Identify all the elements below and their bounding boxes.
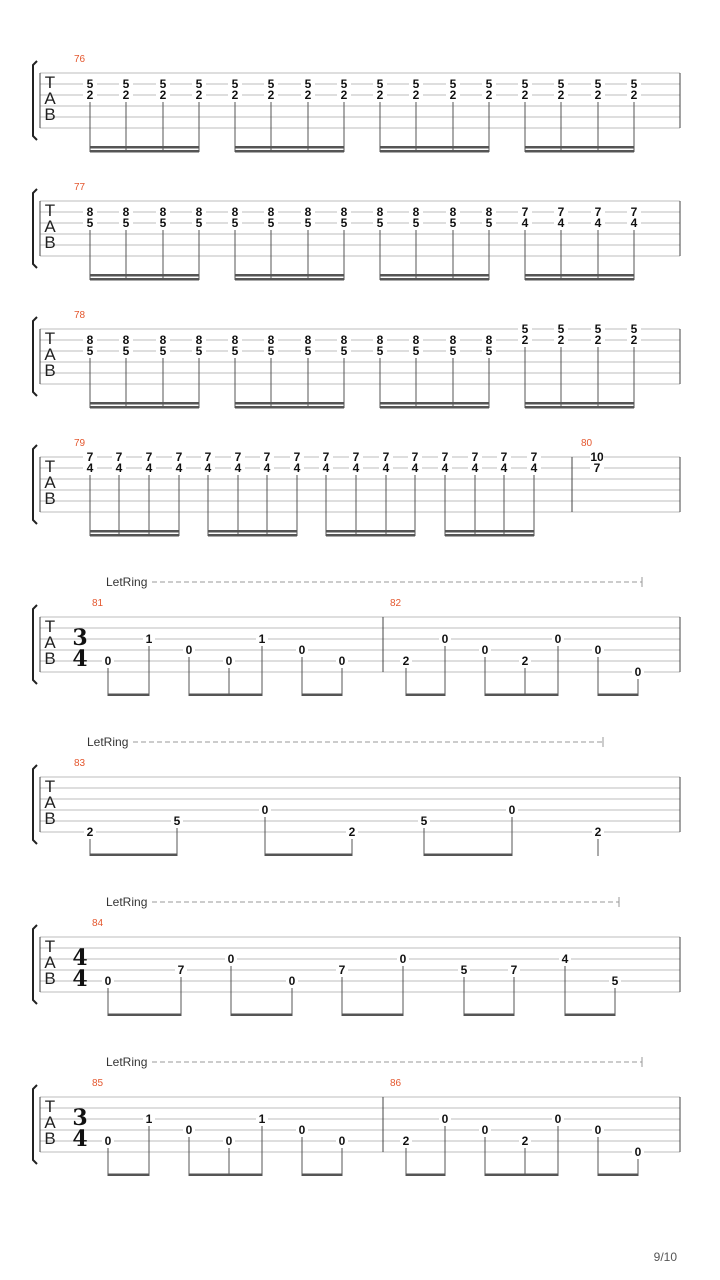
beam — [235, 150, 344, 153]
fret-number: 0 — [594, 643, 602, 657]
beam — [525, 402, 634, 405]
fret-number: 5 — [267, 216, 275, 230]
beam — [380, 402, 489, 405]
beam — [380, 274, 489, 277]
fret-number: 5 — [86, 344, 94, 358]
fret-number: 7 — [500, 450, 508, 464]
fret-number: 8 — [412, 205, 420, 219]
system-bracket — [33, 765, 37, 844]
beam — [326, 530, 415, 533]
fret-number: 8 — [195, 333, 203, 347]
fret-number: 8 — [376, 205, 384, 219]
fret-number: 7 — [530, 450, 538, 464]
tab-clef-letter: B — [44, 233, 56, 252]
fret-number: 8 — [86, 205, 94, 219]
fret-number: 2 — [594, 333, 602, 347]
fret-number: 1 — [145, 1112, 153, 1126]
fret-number: 5 — [304, 216, 312, 230]
fret-number: 0 — [554, 632, 562, 646]
fret-number: 5 — [449, 216, 457, 230]
beam — [342, 1014, 403, 1017]
fret-number: 8 — [449, 205, 457, 219]
fret-number: 7 — [263, 450, 271, 464]
fret-number: 7 — [557, 205, 565, 219]
fret-number: 5 — [304, 344, 312, 358]
fret-number: 2 — [267, 88, 275, 102]
fret-number: 4 — [500, 461, 508, 475]
fret-number: 5 — [195, 344, 203, 358]
beam — [108, 1014, 181, 1017]
tab-clef-letter: B — [44, 1129, 56, 1148]
measure-number: 76 — [74, 54, 86, 65]
tab-clef-letter: T — [44, 937, 56, 956]
fret-number: 7 — [441, 450, 449, 464]
beam — [380, 406, 489, 409]
tab-clef-letter: T — [44, 617, 56, 636]
fret-number: 8 — [449, 333, 457, 347]
beam — [525, 406, 634, 409]
fret-number: 0 — [441, 632, 449, 646]
system-bracket — [33, 317, 37, 396]
beam — [380, 150, 489, 153]
tab-clef-letter: A — [44, 473, 56, 492]
fret-number: 8 — [267, 205, 275, 219]
fret-number: 4 — [521, 216, 529, 230]
fret-number: 2 — [521, 333, 529, 347]
fret-number: 4 — [594, 216, 602, 230]
tab-clef-letter: A — [44, 633, 56, 652]
fret-number: 5 — [231, 344, 239, 358]
fret-number: 5 — [557, 322, 565, 336]
beam — [380, 146, 489, 149]
beam — [485, 694, 558, 697]
beam — [565, 1014, 615, 1017]
fret-number: 4 — [175, 461, 183, 475]
fret-number: 5 — [195, 216, 203, 230]
fret-number: 0 — [338, 654, 346, 668]
fret-number: 7 — [521, 205, 529, 219]
measure-number: 79 — [74, 438, 86, 449]
fret-number: 5 — [460, 963, 468, 977]
system-bracket — [33, 445, 37, 524]
fret-number: 8 — [485, 205, 493, 219]
time-signature-bottom: 4 — [72, 646, 88, 672]
fret-number: 5 — [449, 344, 457, 358]
fret-number: 5 — [86, 216, 94, 230]
fret-number: 2 — [86, 825, 94, 839]
fret-number: 0 — [594, 1123, 602, 1137]
fret-number: 5 — [449, 77, 457, 91]
fret-number: 7 — [338, 963, 346, 977]
fret-number: 0 — [441, 1112, 449, 1126]
beam — [208, 530, 297, 533]
beam — [380, 278, 489, 281]
fret-number: 2 — [412, 88, 420, 102]
fret-number: 5 — [594, 322, 602, 336]
time-signature-top: 3 — [72, 1105, 88, 1131]
fret-number: 10 — [590, 450, 604, 464]
fret-number: 0 — [104, 974, 112, 988]
beam — [598, 1174, 638, 1177]
beam — [265, 854, 352, 857]
fret-number: 5 — [630, 77, 638, 91]
fret-number: 7 — [593, 461, 601, 475]
time-signature-top: 3 — [72, 625, 88, 651]
fret-number: 5 — [557, 77, 565, 91]
fret-number: 2 — [594, 825, 602, 839]
beam — [598, 694, 638, 697]
fret-number: 7 — [630, 205, 638, 219]
beam — [445, 530, 534, 533]
fret-number: 4 — [234, 461, 242, 475]
beam — [406, 694, 445, 697]
staff-system — [33, 61, 680, 153]
letring-label: LetRing — [106, 1055, 148, 1069]
tab-clef-letter: T — [44, 1097, 56, 1116]
fret-number: 7 — [204, 450, 212, 464]
fret-number: 7 — [471, 450, 479, 464]
beam — [108, 1174, 149, 1177]
fret-number: 5 — [340, 216, 348, 230]
beam — [302, 1174, 342, 1177]
beam — [235, 146, 344, 149]
fret-number: 2 — [521, 654, 529, 668]
fret-number: 0 — [481, 1123, 489, 1137]
staff-system — [33, 1057, 680, 1176]
fret-number: 0 — [508, 803, 516, 817]
fret-number: 7 — [293, 450, 301, 464]
fret-number: 7 — [510, 963, 518, 977]
fret-number: 0 — [634, 665, 642, 679]
fret-number: 5 — [122, 344, 130, 358]
fret-number: 8 — [159, 205, 167, 219]
fret-number: 7 — [177, 963, 185, 977]
staff-system — [33, 897, 680, 1016]
system-bracket — [33, 189, 37, 268]
tab-clef-letter: T — [44, 329, 56, 348]
fret-number: 4 — [411, 461, 419, 475]
fret-number: 2 — [449, 88, 457, 102]
fret-number: 7 — [322, 450, 330, 464]
fret-number: 2 — [231, 88, 239, 102]
time-signature-bottom: 4 — [72, 1126, 88, 1152]
fret-number: 2 — [376, 88, 384, 102]
fret-number: 4 — [382, 461, 390, 475]
fret-number: 0 — [185, 1123, 193, 1137]
fret-number: 7 — [411, 450, 419, 464]
fret-number: 4 — [322, 461, 330, 475]
fret-number: 0 — [298, 1123, 306, 1137]
fret-number: 4 — [263, 461, 271, 475]
beam — [90, 146, 199, 149]
system-bracket — [33, 1085, 37, 1164]
fret-number: 2 — [402, 654, 410, 668]
staff-system — [33, 317, 680, 409]
fret-number: 0 — [261, 803, 269, 817]
fret-number: 1 — [258, 1112, 266, 1126]
fret-number: 5 — [267, 344, 275, 358]
fret-number: 5 — [485, 77, 493, 91]
fret-number: 4 — [530, 461, 538, 475]
time-signature-top: 4 — [72, 945, 88, 971]
fret-number: 2 — [348, 825, 356, 839]
fret-number: 8 — [159, 333, 167, 347]
beam — [189, 1174, 262, 1177]
tab-clef-letter: T — [44, 201, 56, 220]
fret-number: 4 — [561, 952, 569, 966]
fret-number: 8 — [340, 205, 348, 219]
fret-number: 0 — [225, 1134, 233, 1148]
beam — [90, 530, 179, 533]
fret-number: 4 — [471, 461, 479, 475]
tab-clef-letter: B — [44, 489, 56, 508]
fret-number: 5 — [412, 77, 420, 91]
fret-number: 5 — [173, 814, 181, 828]
fret-number: 2 — [521, 88, 529, 102]
beam — [90, 406, 199, 409]
beam — [90, 274, 199, 277]
fret-number: 2 — [485, 88, 493, 102]
fret-number: 5 — [159, 216, 167, 230]
fret-number: 2 — [402, 1134, 410, 1148]
beam — [231, 1014, 292, 1017]
beam — [464, 1014, 514, 1017]
measure-number: 85 — [92, 1078, 104, 1089]
beam — [525, 274, 634, 277]
fret-number: 4 — [86, 461, 94, 475]
fret-number: 7 — [115, 450, 123, 464]
fret-number: 0 — [554, 1112, 562, 1126]
beam — [208, 534, 297, 537]
fret-number: 0 — [104, 1134, 112, 1148]
fret-number: 8 — [340, 333, 348, 347]
fret-number: 5 — [195, 77, 203, 91]
fret-number: 7 — [234, 450, 242, 464]
fret-number: 0 — [104, 654, 112, 668]
fret-number: 2 — [557, 333, 565, 347]
tab-clef-letter: B — [44, 969, 56, 988]
measure-number: 77 — [74, 182, 86, 193]
fret-number: 8 — [304, 333, 312, 347]
tab-clef-letter: B — [44, 649, 56, 668]
fret-number: 2 — [594, 88, 602, 102]
beam — [189, 694, 262, 697]
beam — [302, 694, 342, 697]
fret-number: 0 — [634, 1145, 642, 1159]
tab-clef-letter: A — [44, 217, 56, 236]
page-number: 9/10 — [653, 1250, 677, 1264]
system-bracket — [33, 925, 37, 1004]
beam — [406, 1174, 445, 1177]
measure-number: 80 — [581, 438, 593, 449]
tab-clef-letter: T — [44, 73, 56, 92]
fret-number: 8 — [86, 333, 94, 347]
fret-number: 8 — [195, 205, 203, 219]
tab-clef-letter: B — [44, 361, 56, 380]
fret-number: 5 — [159, 344, 167, 358]
fret-number: 4 — [441, 461, 449, 475]
staff-system — [33, 189, 680, 281]
fret-number: 0 — [227, 952, 235, 966]
fret-number: 5 — [485, 216, 493, 230]
fret-number: 5 — [159, 77, 167, 91]
fret-number: 8 — [376, 333, 384, 347]
tab-clef-letter: A — [44, 89, 56, 108]
fret-number: 0 — [225, 654, 233, 668]
fret-number: 5 — [267, 77, 275, 91]
fret-number: 5 — [412, 344, 420, 358]
beam — [235, 274, 344, 277]
time-signature-bottom: 4 — [72, 966, 88, 992]
fret-number: 5 — [420, 814, 428, 828]
measure-number: 78 — [74, 310, 86, 321]
fret-number: 5 — [86, 77, 94, 91]
fret-number: 8 — [304, 205, 312, 219]
fret-number: 4 — [115, 461, 123, 475]
beam — [108, 694, 149, 697]
tab-clef-letter: T — [44, 457, 56, 476]
fret-number: 4 — [352, 461, 360, 475]
measure-number: 83 — [74, 758, 86, 769]
fret-number: 4 — [557, 216, 565, 230]
beam — [90, 278, 199, 281]
fret-number: 0 — [288, 974, 296, 988]
fret-number: 0 — [298, 643, 306, 657]
letring-label: LetRing — [106, 895, 148, 909]
fret-number: 2 — [340, 88, 348, 102]
beam — [445, 534, 534, 537]
fret-number: 5 — [630, 322, 638, 336]
fret-number: 2 — [86, 88, 94, 102]
letring-label: LetRing — [87, 735, 129, 749]
fret-number: 4 — [630, 216, 638, 230]
fret-number: 5 — [376, 77, 384, 91]
beam — [235, 402, 344, 405]
fret-number: 0 — [399, 952, 407, 966]
tab-clef-letter: B — [44, 809, 56, 828]
beam — [525, 146, 634, 149]
fret-number: 4 — [293, 461, 301, 475]
fret-number: 5 — [231, 216, 239, 230]
beam — [90, 534, 179, 537]
fret-number: 2 — [159, 88, 167, 102]
beam — [235, 278, 344, 281]
beam — [90, 854, 177, 857]
staff-system — [33, 577, 680, 696]
fret-number: 5 — [376, 344, 384, 358]
system-bracket — [33, 605, 37, 684]
fret-number: 1 — [145, 632, 153, 646]
tab-clef-letter: B — [44, 105, 56, 124]
fret-number: 2 — [630, 333, 638, 347]
measure-number: 86 — [390, 1078, 402, 1089]
fret-number: 7 — [594, 205, 602, 219]
fret-number: 7 — [352, 450, 360, 464]
fret-number: 5 — [231, 77, 239, 91]
beam — [485, 1174, 558, 1177]
beam — [525, 150, 634, 153]
beam — [525, 278, 634, 281]
measure-number: 81 — [92, 598, 104, 609]
fret-number: 7 — [175, 450, 183, 464]
fret-number: 5 — [611, 974, 619, 988]
tab-clef-letter: T — [44, 777, 56, 796]
tab-clef-letter: A — [44, 793, 56, 812]
fret-number: 5 — [521, 77, 529, 91]
fret-number: 2 — [304, 88, 312, 102]
measure-number: 82 — [390, 598, 402, 609]
fret-number: 8 — [231, 205, 239, 219]
beam — [424, 854, 512, 857]
tab-clef-letter: A — [44, 345, 56, 364]
beam — [90, 150, 199, 153]
fret-number: 5 — [376, 216, 384, 230]
fret-number: 2 — [521, 1134, 529, 1148]
beam — [90, 402, 199, 405]
fret-number: 8 — [231, 333, 239, 347]
fret-number: 0 — [481, 643, 489, 657]
beam — [326, 534, 415, 537]
fret-number: 5 — [340, 344, 348, 358]
fret-number: 8 — [412, 333, 420, 347]
fret-number: 4 — [204, 461, 212, 475]
fret-number: 0 — [185, 643, 193, 657]
fret-number: 4 — [145, 461, 153, 475]
fret-number: 5 — [340, 77, 348, 91]
fret-number: 7 — [145, 450, 153, 464]
tab-clef-letter: A — [44, 1113, 56, 1132]
fret-number: 7 — [86, 450, 94, 464]
tab-clef-letter: A — [44, 953, 56, 972]
measure-number: 84 — [92, 918, 104, 929]
fret-number: 2 — [122, 88, 130, 102]
fret-number: 5 — [122, 77, 130, 91]
fret-number: 8 — [122, 333, 130, 347]
fret-number: 1 — [258, 632, 266, 646]
fret-number: 5 — [594, 77, 602, 91]
fret-number: 5 — [304, 77, 312, 91]
fret-number: 0 — [338, 1134, 346, 1148]
system-bracket — [33, 61, 37, 140]
letring-label: LetRing — [106, 575, 148, 589]
fret-number: 7 — [382, 450, 390, 464]
fret-number: 5 — [521, 322, 529, 336]
fret-number: 8 — [267, 333, 275, 347]
fret-number: 5 — [412, 216, 420, 230]
fret-number: 5 — [122, 216, 130, 230]
fret-number: 8 — [485, 333, 493, 347]
fret-number: 8 — [122, 205, 130, 219]
fret-number: 2 — [557, 88, 565, 102]
fret-number: 2 — [195, 88, 203, 102]
beam — [235, 406, 344, 409]
staff-system — [33, 737, 680, 856]
fret-number: 5 — [485, 344, 493, 358]
fret-number: 2 — [630, 88, 638, 102]
